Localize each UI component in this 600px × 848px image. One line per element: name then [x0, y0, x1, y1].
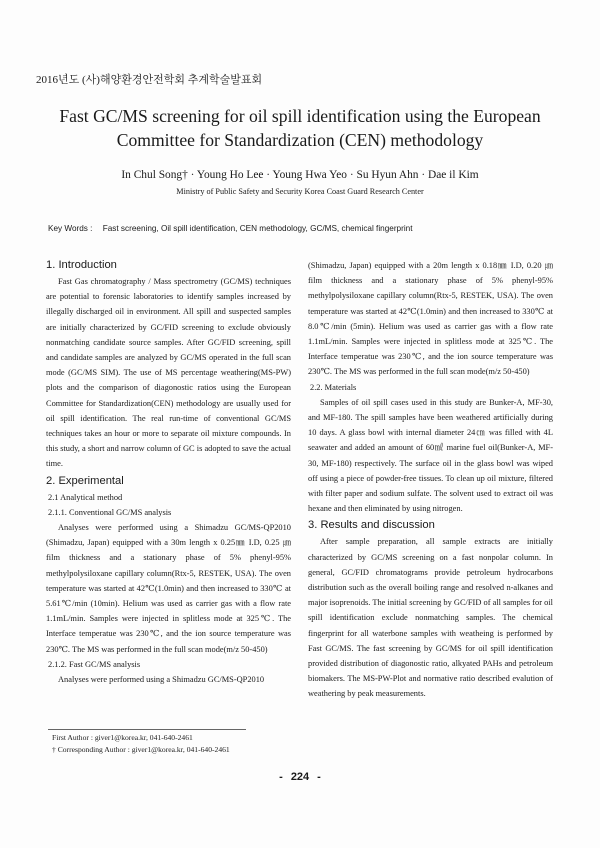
author-list: In Chul Song† · Young Ho Lee · Young Hwa Yeo · Su Hyun Ahn · Dae il Kim — [121, 169, 479, 181]
first-author-note: First Author : giver1@korea.kr, 041-640-2461 — [52, 733, 193, 742]
results-paragraph: After sample preparation, all sample extracts are initially characterized by GC/MS screening on a fast nonpolar column. In general, GC/FID chromatograms provide petroleum hydrocarbons distribution such as the overall boiling range and resolved n-alkanes and major isoprenoids. The initial screening by GC/FID of all samples for oil spill identification exclude nonmatching samples. The chemical fingerprint for all waterbone samples with weatheing is performed by Fast GC/MS. The fast screening by GC/MS for oil spill identification provided distribution of diagonostic ratio, alkyated PAHs and petroleum biomakers. The MS-PW-Plot and normative ratio described evalution of weathering by peak measurements. — [308, 537, 553, 699]
introduction-heading: 1. Introduction — [46, 259, 117, 271]
materials-paragraph: Samples of oil spill cases used in this study are Bunker-A, MF-30, and MF-180. The spill samples have been weathered artificially during 10 days. A glass bowl with internal diameter 24㎝ was filled with 4L seawater and added an amount of 60㎖ marine fuel oil(Bunker-A, MF-30, MF-180) respectively. The surface oil in the glass bowl was wiped off using a piece of powder-free tissues. To clean up oil mixture, filtered with filter paper and sodium sulfate. The solvent used to extract oil was hexane and then eliminated by using nitrogen. — [308, 397, 553, 514]
conference-header: 2016년도 (사)해양환경안전학회 추계학술발표회 — [36, 74, 263, 86]
paper-title — [30, 104, 570, 152]
keywords-line — [48, 224, 570, 233]
fast-gcms-paragraph-continued: (Shimadzu, Japan) equipped with a 20m length x 0.18㎜ I.D, 0.20 ㎛ film thickness and a stationary phase of 5% phenyl-95% methylpolysiloxane capillary column(Rtx-5, RESTEK, USA). The oven temperature was started at 42℃(1.0min) and then increased to 330℃ at 8.0℃/min (5min). Helium was used as carrier gas with a flow rate 1.1mL/min. Samples were injected in splitless mode at 325℃. The Interface temperatue was 230℃, and the ion source temperature was 230℃. The MS was performed in the full scan mode(m/z 50-450) — [308, 261, 553, 377]
corresponding-author-note: † Corresponding Author : giver1@korea.kr, 041-640-2461 — [52, 745, 230, 754]
subsection-2-2: 2.2. Materials — [310, 382, 357, 392]
keywords-label: Key Words : — [48, 224, 93, 233]
subsection-2-1-1: 2.1.1. Conventional GC/MS analysis — [48, 507, 172, 517]
footnote-divider — [48, 729, 246, 730]
experimental-heading: 2. Experimental — [46, 474, 124, 487]
keywords-text: Fast screening, Oil spill identification, CEN methodology, GC/MS, chemical fingerprint — [102, 224, 413, 233]
fast-gcms-paragraph-start: Analyses were performed using a Shimadzu GC/MS-QP2010 — [58, 675, 265, 685]
affiliation: Ministry of Public Safety and Security Korea Coast Guard Research Center — [176, 187, 424, 196]
footnotes — [52, 732, 230, 756]
results-heading: 3. Results and discussion — [308, 519, 435, 532]
subsection-2-1-2: 2.1.2. Fast GC/MS analysis — [48, 659, 141, 669]
introduction-paragraph: Fast Gas chromatography / Mass spectrometry (GC/MS) techniques are potential to forensic laboratories to identify samples increased by illegally discharged oil in environment. All spill and suspected samples are initially characterized by GC/FID screening to exclude obviously nonmatching candidate source samples. After GC/FID screening, spill and candidate samples are analyzed by GC/MS operated in the full scan mode (GC/MS SIM). The use of MS percentage weathering(MS-PW) plots and the comparison of diagonostic ratios using the European Committee for Standardization(CEN) methodology are usually used for oil spill identification. The real run-time of conventional GC/MS techniques takes an hour or more to separate oil mixture compounds. In this study, a short and narrow column of GC is adopted to save the actual time. — [46, 277, 291, 469]
page-number-value: 224 — [290, 771, 310, 783]
title-line-2: Committee for Standardization (CEN) methodology — [116, 130, 484, 150]
right-column — [308, 258, 553, 702]
title-line-1: Fast GC/MS screening for oil spill identification using the European — [59, 106, 541, 126]
left-column — [46, 258, 291, 687]
page-number: - 224 - — [279, 771, 321, 783]
conventional-gcms-paragraph: Analyses were performed using a Shimadzu GC/MS-QP2010 (Shimadzu, Japan) equipped with a 30m length x 0.25㎜ I.D, 0.25 ㎛ film thickness and a stationary phase of 5% phenyl-95% methylpolysiloxane capillary column(Rtx-5, RESTEK, USA). The oven temperature was started at 42℃(1.0min) and then increased to 330℃ at 5.61℃/min (10min). Helium was used as carrier gas with a flow rate 1.1mL/min. Samples were injected in splitless mode at 325℃. The Interface temperatue was 230℃, and the ion source temperature was 230℃. The MS was performed in the full scan mode(m/z 50-450) — [46, 523, 291, 654]
subsection-2-1: 2.1 Analytical method — [48, 492, 123, 502]
